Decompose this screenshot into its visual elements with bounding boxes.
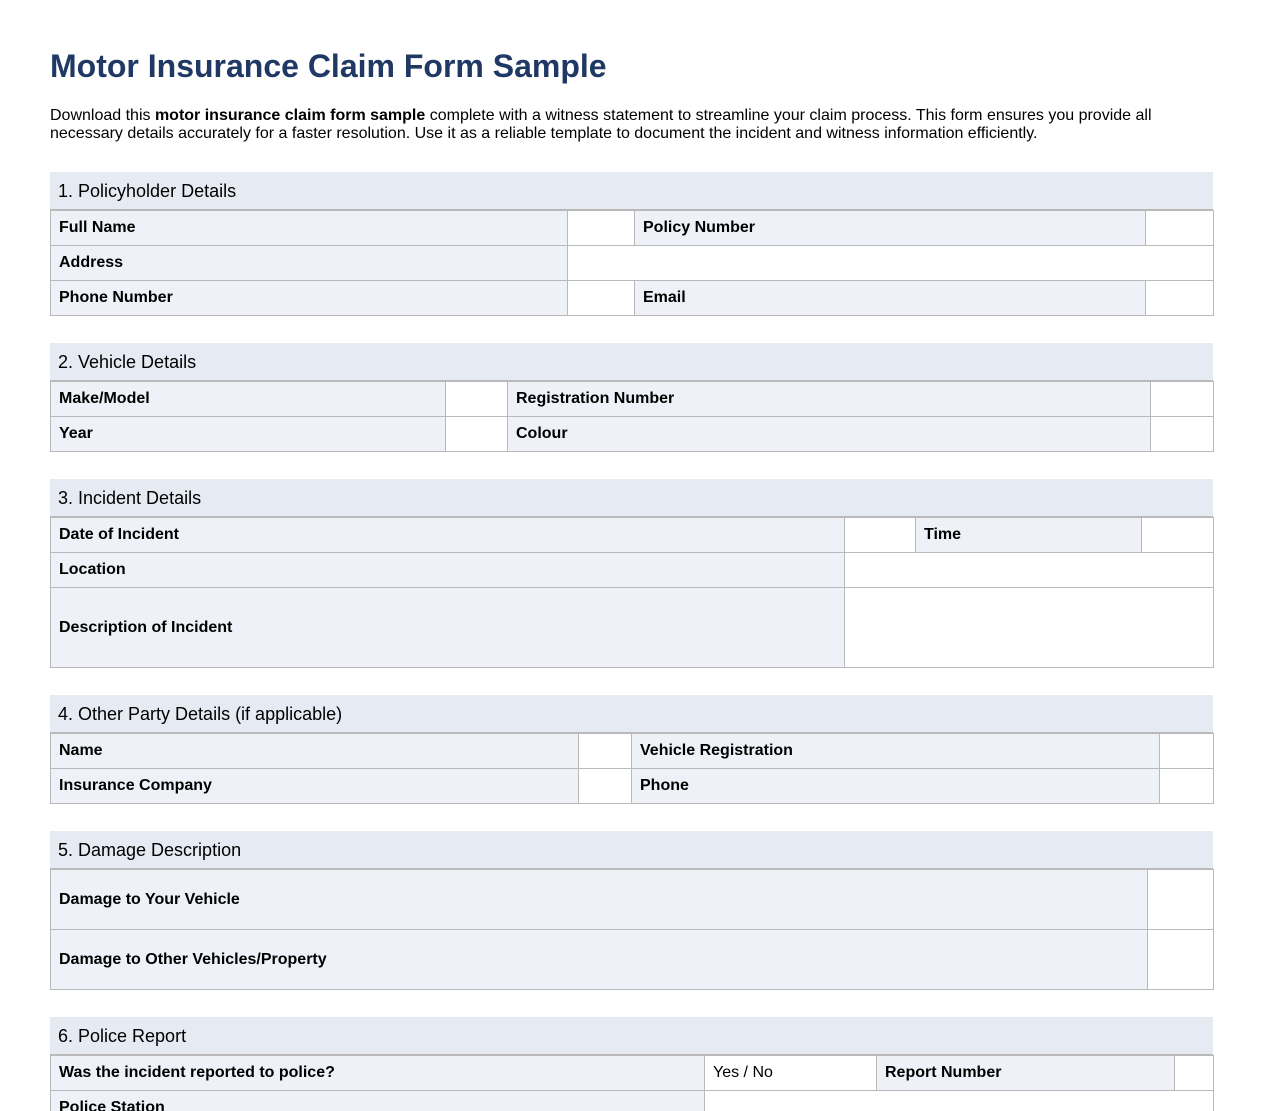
full-name-field[interactable] — [568, 211, 635, 246]
intro-paragraph — [50, 107, 1213, 143]
police-report-section — [50, 1017, 1213, 1111]
section-heading: 4. Other Party Details (if applicable) — [50, 695, 1213, 733]
time-field[interactable] — [1142, 518, 1214, 553]
full-name-label: Full Name — [51, 211, 568, 246]
section-heading: 1. Policyholder Details — [50, 172, 1213, 210]
address-label: Address — [51, 246, 568, 281]
policyholder-section — [50, 172, 1213, 316]
vehicle-section — [50, 343, 1213, 452]
colour-label: Colour — [508, 417, 1151, 452]
intro-text-pre: Download this — [50, 107, 155, 124]
vehicle-table — [50, 381, 1214, 452]
make-model-label: Make/Model — [51, 382, 446, 417]
section-heading: 3. Incident Details — [50, 479, 1213, 517]
email-label: Email — [635, 281, 1146, 316]
other-party-name-field[interactable] — [579, 734, 632, 769]
reported-to-police-label: Was the incident reported to police? — [51, 1056, 705, 1091]
year-field[interactable] — [446, 417, 508, 452]
email-field[interactable] — [1146, 281, 1214, 316]
policy-number-label: Policy Number — [635, 211, 1146, 246]
location-label: Location — [51, 553, 845, 588]
phone-number-field[interactable] — [568, 281, 635, 316]
section-heading: 5. Damage Description — [50, 831, 1213, 869]
reported-to-police-field[interactable]: Yes / No — [705, 1056, 877, 1091]
year-label: Year — [51, 417, 446, 452]
other-party-name-label: Name — [51, 734, 579, 769]
vehicle-registration-field[interactable] — [1160, 734, 1214, 769]
other-party-section — [50, 695, 1213, 804]
policy-number-field[interactable] — [1146, 211, 1214, 246]
intro-text-bold: motor insurance claim form sample — [154, 107, 426, 124]
police-report-table — [50, 1055, 1214, 1111]
other-party-table — [50, 733, 1214, 804]
damage-section — [50, 831, 1213, 990]
phone-number-label: Phone Number — [51, 281, 568, 316]
date-of-incident-label: Date of Incident — [51, 518, 845, 553]
colour-field[interactable] — [1151, 417, 1214, 452]
insurance-company-label: Insurance Company — [51, 769, 579, 804]
time-label: Time — [916, 518, 1142, 553]
section-heading: 6. Police Report — [50, 1017, 1213, 1055]
report-number-label: Report Number — [877, 1056, 1175, 1091]
policyholder-table — [50, 210, 1214, 316]
section-heading: 2. Vehicle Details — [50, 343, 1213, 381]
report-number-field[interactable] — [1175, 1056, 1214, 1091]
description-field[interactable] — [845, 588, 1214, 668]
police-station-label: Police Station — [51, 1091, 705, 1111]
intro-text-post: complete with a witness statement to streamline your claim process. This form ensures you provide all necessary details accurately for a faster resolution. Use it as a reliable template to document the incident and witness information efficiently. — [50, 107, 1152, 142]
registration-number-field[interactable] — [1151, 382, 1214, 417]
description-label: Description of Incident — [51, 588, 845, 668]
vehicle-registration-label: Vehicle Registration — [632, 734, 1160, 769]
police-station-field[interactable] — [705, 1091, 1214, 1111]
damage-other-vehicles-field[interactable] — [1148, 930, 1214, 990]
incident-table — [50, 517, 1214, 668]
address-field[interactable] — [568, 246, 1214, 281]
damage-other-vehicles-label: Damage to Other Vehicles/Property — [51, 930, 1148, 990]
insurance-company-field[interactable] — [579, 769, 632, 804]
damage-your-vehicle-field[interactable] — [1148, 870, 1214, 930]
incident-section — [50, 479, 1213, 668]
damage-table — [50, 869, 1214, 990]
date-of-incident-field[interactable] — [845, 518, 916, 553]
location-field[interactable] — [845, 553, 1214, 588]
registration-number-label: Registration Number — [508, 382, 1151, 417]
make-model-field[interactable] — [446, 382, 508, 417]
page-title: Motor Insurance Claim Form Sample — [50, 48, 607, 84]
other-party-phone-field[interactable] — [1160, 769, 1214, 804]
other-party-phone-label: Phone — [632, 769, 1160, 804]
damage-your-vehicle-label: Damage to Your Vehicle — [51, 870, 1148, 930]
